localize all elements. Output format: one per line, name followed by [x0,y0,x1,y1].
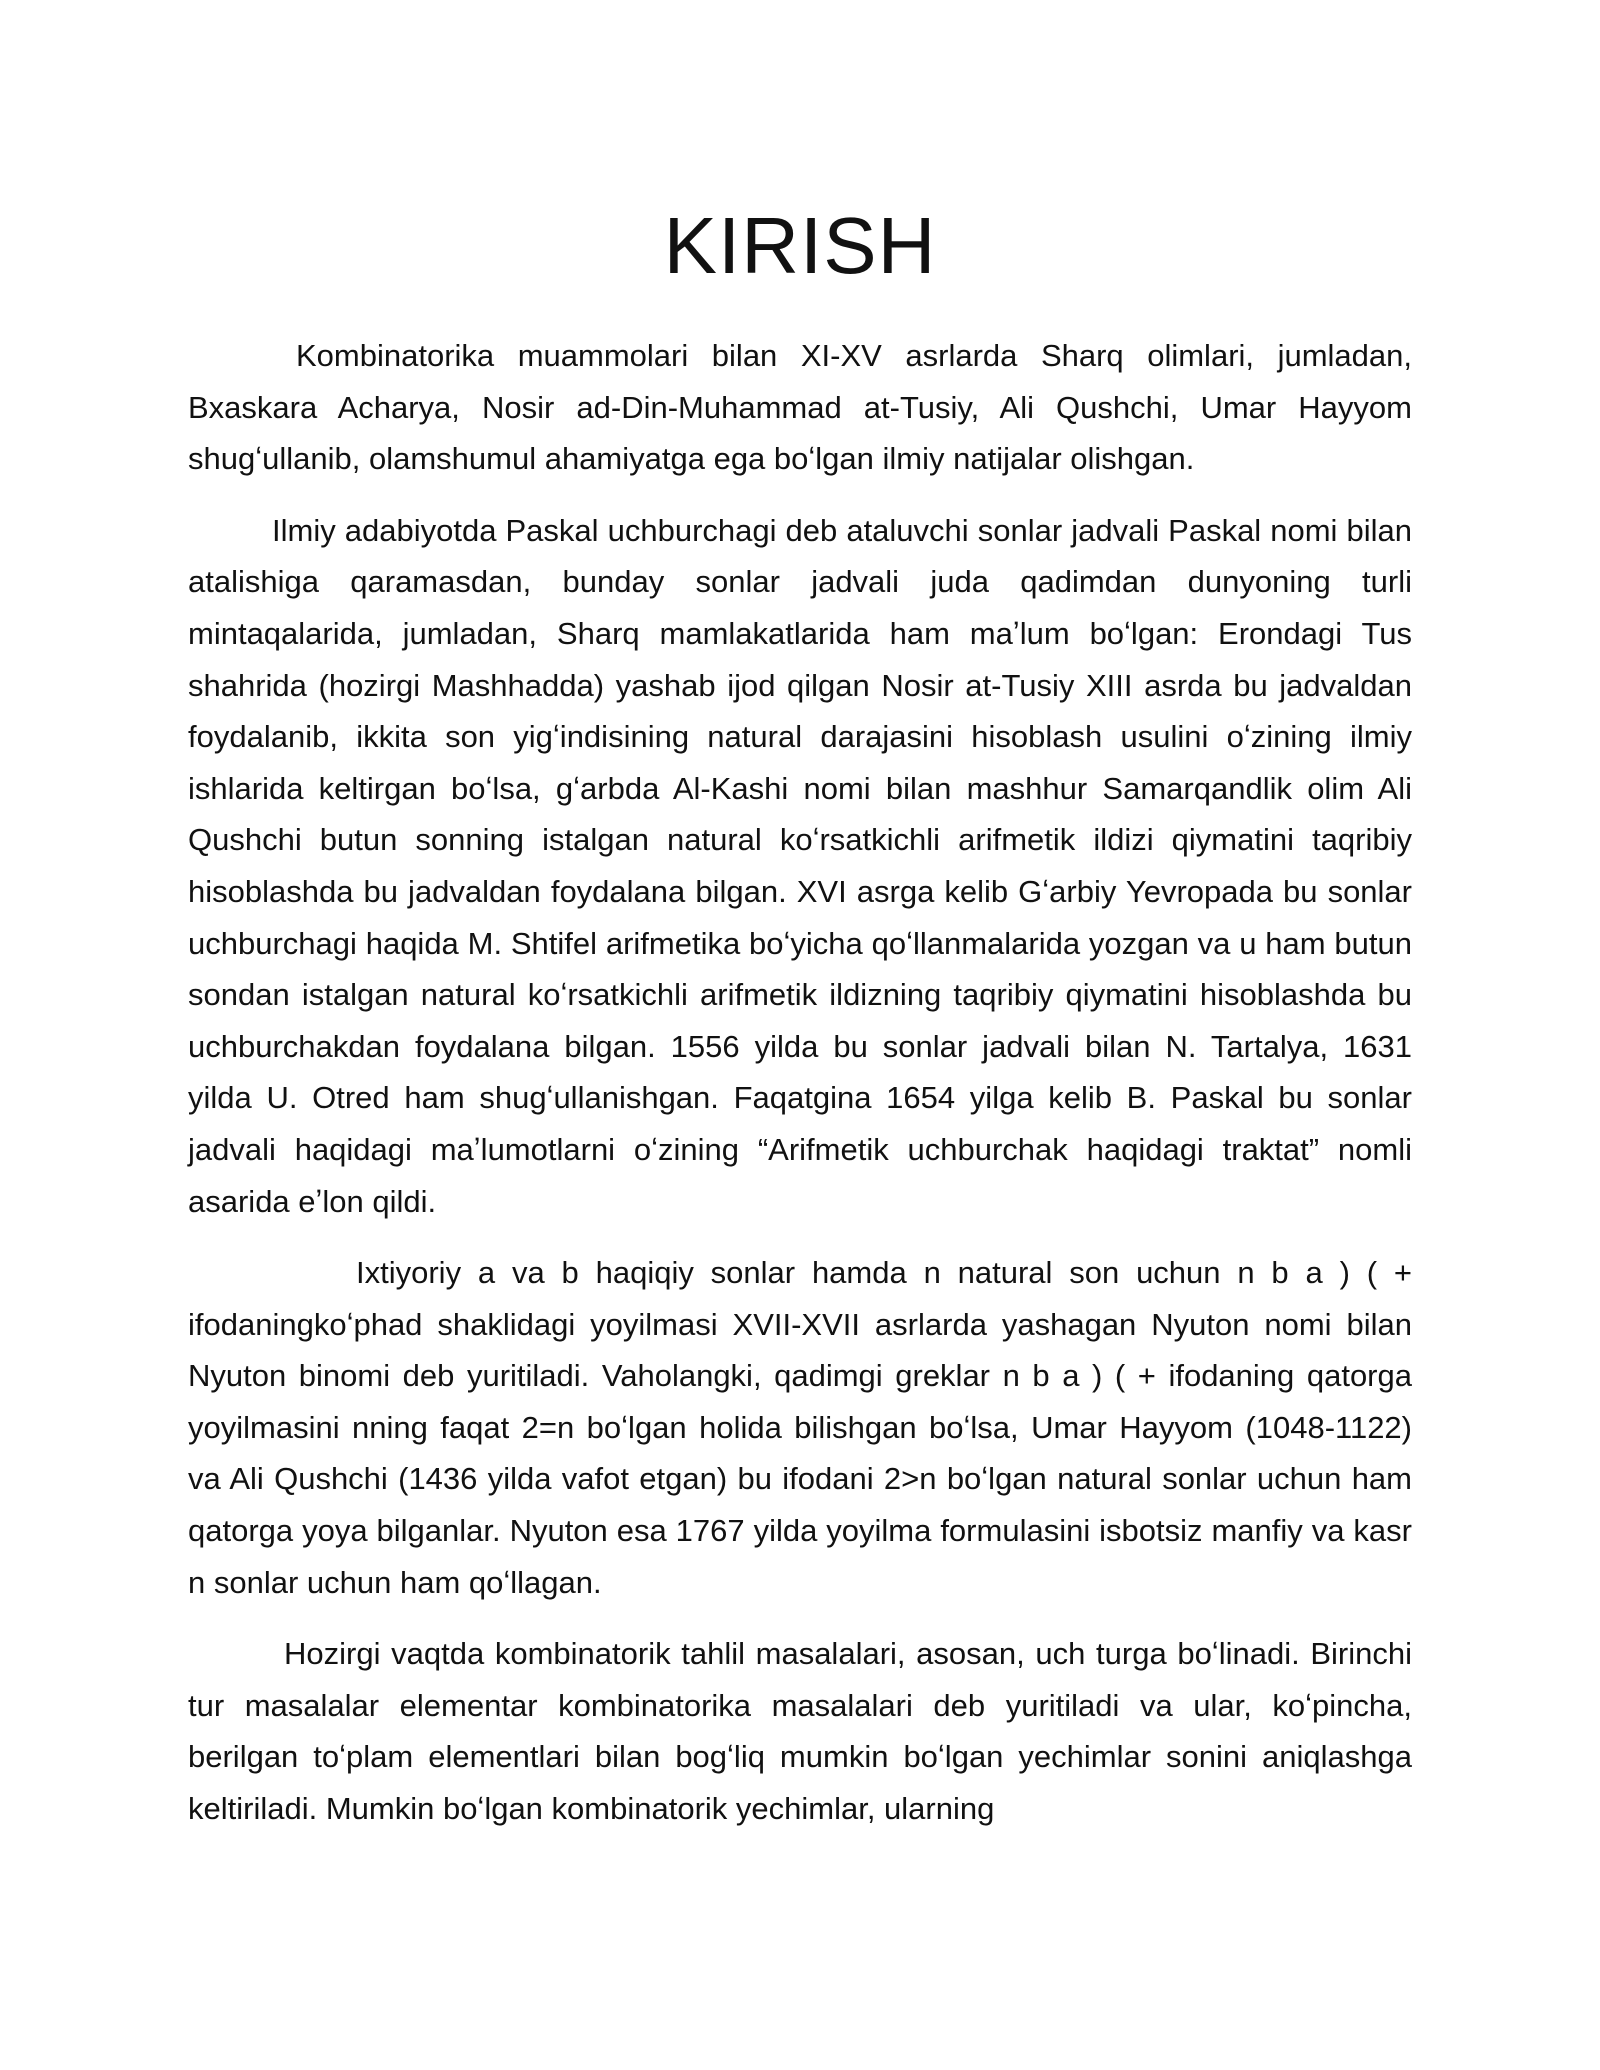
paragraph-4: Hozirgi vaqtda kombinatorik tahlil masalalari, asosan, uch turga boʻlinadi. Birinchi tur masalalar elementar kombinatorika masalalari deb yuritiladi va ular, koʻpincha, berilgan toʻplam elementlari bilan bogʻliq mumkin boʻlgan yechimlar sonini aniqlashga keltiriladi. Mumkin boʻlgan kombinatorik yechimlar, ularning [188,1636,1412,1827]
body-text [188,330,1412,1855]
paragraph-2: Ilmiy adabiyotda Paskal uchburchagi deb ataluvchi sonlar jadvali Paskal nomi bilan atalishiga qaramasdan, bunday sonlar jadvali juda qadimdan dunyoning turli mintaqalarida, jumladan, Sharq mamlakatlarida ham maʼlum boʻlgan: Erondagi Tus shahrida (hozirgi Mashhadda) yashab ijod qilgan Nosir at-Tusiy XIII asrda bu jadvaldan foydalanib, ikkita son yigʻindisining natural darajasini hisoblash usulini oʻzining ilmiy ishlarida keltirgan boʻlsa, gʻarbda Al-Kashi nomi bilan mashhur Samarqandlik olim Ali Qushchi butun sonning istalgan natural koʻrsatkichli arifmetik ildizi qiymatini taqribiy hisoblashda bu jadvaldan foydalana bilgan. XVI asrga kelib Gʻarbiy Yevropada bu sonlar uchburchagi haqida M. Shtifel arifmetika boʻyicha qoʻllanmalarida yozgan va u ham butun sondan istalgan natural koʻrsatkichli arifmetik ildizning taqribiy qiymatini hisoblashda bu uchburchakdan foydalana bilgan. 1556 yilda bu sonlar jadvali bilan N. Tartalya, 1631 yilda U. Otred ham shugʻullanishgan. Faqatgina 1654 yilga kelib B. Paskal bu sonlar jadvali haqidagi maʼlumotlarni oʻzining “Arifmetik uchburchak haqidagi traktat” nomli asarida eʼlon qildi. [188,512,1412,1219]
paragraph-3: Ixtiyoriy a va b haqiqiy sonlar hamda n natural son uchun n b a ) ( + ifodaningkoʻphad shaklidagi yoyilmasi XVII-XVII asrlarda yashagan Nyuton nomi bilan Nyuton binomi deb yuritiladi. Vaholangki, qadimgi greklar n b a ) ( + ifodaning qatorga yoyilmasini nning faqat 2=n boʻlgan holida bilishgan boʻlsa, Umar Hayyom (1048-1122) va Ali Qushchi (1436 yilda vafot etgan) bu ifodani 2>n boʻlgan natural sonlar uchun ham qatorga yoya bilganlar. Nyuton esa 1767 yilda yoyilma formulasini isbotsiz manfiy va kasr n sonlar uchun ham qoʻllagan. [188,1255,1412,1600]
paragraph-1: Kombinatorika muammolari bilan XI-XV asrlarda Sharq olimlari, jumladan, Bxaskara Acharya, Nosir ad-Din-Muhammad at-Tusiy, Ali Qushchi, Umar Hayyom shugʻullanib, olamshumul ahamiyatga ega boʻlgan ilmiy natijalar olishgan. [188,338,1412,477]
page-title: KIRISH [663,201,937,290]
